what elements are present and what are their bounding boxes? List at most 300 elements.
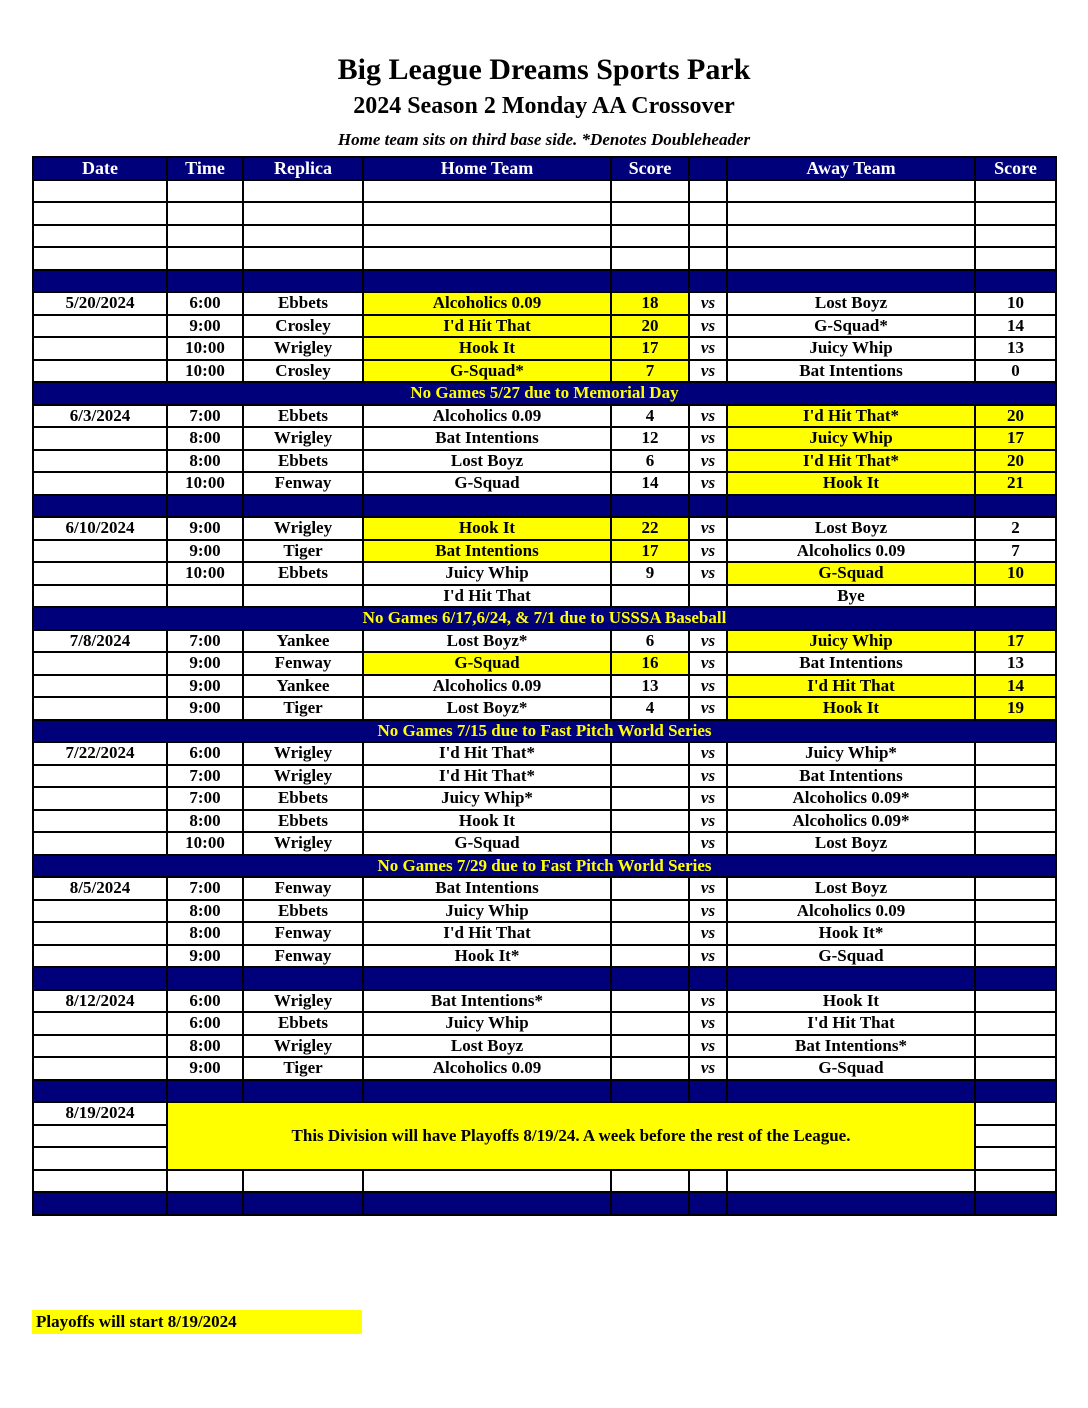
home-score: 16 xyxy=(611,652,689,675)
away-team: Juicy Whip xyxy=(727,630,975,653)
empty-cell xyxy=(363,202,611,225)
separator-cell xyxy=(975,495,1056,518)
game-field: Tiger xyxy=(243,697,363,720)
table-row xyxy=(33,360,1056,383)
vs-label: vs xyxy=(689,1057,727,1080)
away-score: 20 xyxy=(975,405,1056,428)
game-time: 8:00 xyxy=(167,810,243,833)
empty-cell xyxy=(167,180,243,203)
home-team: Lost Boyz* xyxy=(363,697,611,720)
away-team: Juicy Whip xyxy=(727,337,975,360)
home-score: 7 xyxy=(611,360,689,383)
away-team: Bye xyxy=(727,585,975,608)
home-score: 12 xyxy=(611,427,689,450)
home-team: Bat Intentions xyxy=(363,540,611,563)
away-team: Hook It xyxy=(727,990,975,1013)
table-row xyxy=(33,990,1056,1013)
game-date xyxy=(33,540,167,563)
home-score: 22 xyxy=(611,517,689,540)
away-score: 13 xyxy=(975,337,1056,360)
home-score: 14 xyxy=(611,472,689,495)
vs-label: vs xyxy=(689,652,727,675)
empty-cell xyxy=(167,1170,243,1193)
vs-label: vs xyxy=(689,540,727,563)
vs-label: vs xyxy=(689,405,727,428)
vs-label: vs xyxy=(689,877,727,900)
game-field: Ebbets xyxy=(243,787,363,810)
game-time: 9:00 xyxy=(167,1057,243,1080)
table-row xyxy=(33,315,1056,338)
game-time: 8:00 xyxy=(167,900,243,923)
home-team: Lost Boyz xyxy=(363,450,611,473)
game-time: 7:00 xyxy=(167,405,243,428)
separator-cell xyxy=(689,967,727,990)
home-score xyxy=(611,787,689,810)
home-team: G-Squad xyxy=(363,832,611,855)
table-row xyxy=(33,787,1056,810)
home-score xyxy=(611,742,689,765)
away-score: 17 xyxy=(975,630,1056,653)
empty-cell xyxy=(363,180,611,203)
game-field: Ebbets xyxy=(243,562,363,585)
game-date xyxy=(33,675,167,698)
table-row xyxy=(33,922,1056,945)
separator-cell xyxy=(975,1080,1056,1103)
home-score: 17 xyxy=(611,337,689,360)
home-score: 4 xyxy=(611,405,689,428)
game-date: 8/12/2024 xyxy=(33,990,167,1013)
away-team: I'd Hit That xyxy=(727,1012,975,1035)
game-field: Ebbets xyxy=(243,405,363,428)
separator-row xyxy=(33,1080,1056,1103)
away-score xyxy=(975,945,1056,968)
separator-cell xyxy=(243,270,363,293)
table-row xyxy=(33,337,1056,360)
vs-label: vs xyxy=(689,787,727,810)
away-score xyxy=(975,877,1056,900)
game-date xyxy=(33,810,167,833)
away-team: Bat Intentions xyxy=(727,360,975,383)
playoff-date: 8/19/2024 xyxy=(33,1102,167,1125)
game-date: 6/3/2024 xyxy=(33,405,167,428)
game-date xyxy=(33,1057,167,1080)
game-field: Crosley xyxy=(243,360,363,383)
separator-cell xyxy=(167,967,243,990)
away-score: 13 xyxy=(975,652,1056,675)
separator-row xyxy=(33,967,1056,990)
game-field: Wrigley xyxy=(243,337,363,360)
empty-cell xyxy=(727,247,975,270)
vs-label: vs xyxy=(689,315,727,338)
game-field: Wrigley xyxy=(243,990,363,1013)
notice-text: No Games 7/15 due to Fast Pitch World Series xyxy=(33,720,1056,743)
table-row xyxy=(33,630,1056,653)
game-date: 7/22/2024 xyxy=(33,742,167,765)
table-row xyxy=(33,675,1056,698)
empty-cell xyxy=(611,1170,689,1193)
game-time: 9:00 xyxy=(167,315,243,338)
empty-cell xyxy=(611,202,689,225)
home-team: Juicy Whip* xyxy=(363,787,611,810)
away-score xyxy=(975,742,1056,765)
separator-cell xyxy=(689,1080,727,1103)
vs-label: vs xyxy=(689,765,727,788)
empty-cell xyxy=(363,1170,611,1193)
separator-cell xyxy=(611,967,689,990)
blank-row xyxy=(33,202,1056,225)
schedule-body xyxy=(33,180,1056,1215)
away-score: 10 xyxy=(975,562,1056,585)
away-team: Lost Boyz xyxy=(727,292,975,315)
away-team: Alcoholics 0.09* xyxy=(727,810,975,833)
blank-row xyxy=(33,247,1056,270)
away-team: I'd Hit That xyxy=(727,675,975,698)
game-date xyxy=(33,765,167,788)
table-row xyxy=(33,810,1056,833)
vs-label: vs xyxy=(689,900,727,923)
home-score: 20 xyxy=(611,315,689,338)
header-home-score: Score xyxy=(611,157,689,180)
home-team: Alcoholics 0.09 xyxy=(363,292,611,315)
game-time: 6:00 xyxy=(167,742,243,765)
game-date xyxy=(33,450,167,473)
home-team: I'd Hit That xyxy=(363,922,611,945)
vs-label: vs xyxy=(689,292,727,315)
header-row xyxy=(33,157,1056,180)
empty-cell xyxy=(727,1170,975,1193)
playoff-date xyxy=(33,1147,167,1170)
game-date xyxy=(33,1035,167,1058)
away-team: I'd Hit That* xyxy=(727,450,975,473)
away-score xyxy=(975,990,1056,1013)
separator-cell xyxy=(33,1192,167,1215)
separator-cell xyxy=(363,1080,611,1103)
game-time: 9:00 xyxy=(167,675,243,698)
game-field: Ebbets xyxy=(243,292,363,315)
away-team: Alcoholics 0.09 xyxy=(727,900,975,923)
empty-cell xyxy=(975,1170,1056,1193)
game-time: 9:00 xyxy=(167,652,243,675)
empty-cell xyxy=(243,202,363,225)
empty-cell xyxy=(689,202,727,225)
separator-cell xyxy=(243,495,363,518)
empty-cell xyxy=(33,202,167,225)
page-note: Home team sits on third base side. *Denotes Doubleheader xyxy=(337,130,751,149)
home-score xyxy=(611,810,689,833)
home-team: G-Squad xyxy=(363,652,611,675)
game-time: 7:00 xyxy=(167,630,243,653)
away-team: Juicy Whip xyxy=(727,427,975,450)
vs-label: vs xyxy=(689,360,727,383)
game-field: Wrigley xyxy=(243,742,363,765)
header-home-team: Home Team xyxy=(363,157,611,180)
game-date xyxy=(33,900,167,923)
home-team: G-Squad* xyxy=(363,360,611,383)
separator-cell xyxy=(33,270,167,293)
game-date xyxy=(33,315,167,338)
home-team: Juicy Whip xyxy=(363,562,611,585)
home-score xyxy=(611,990,689,1013)
table-row xyxy=(33,765,1056,788)
vs-label xyxy=(689,585,727,608)
home-score: 18 xyxy=(611,292,689,315)
header-time: Time xyxy=(167,157,243,180)
table-row xyxy=(33,517,1056,540)
separator-cell xyxy=(33,967,167,990)
empty-cell xyxy=(689,180,727,203)
table-row xyxy=(33,562,1056,585)
empty-cell xyxy=(975,1102,1056,1125)
away-team: Juicy Whip* xyxy=(727,742,975,765)
playoff-row xyxy=(33,1102,1056,1125)
separator-cell xyxy=(167,1192,243,1215)
game-field: Yankee xyxy=(243,675,363,698)
separator-cell xyxy=(167,270,243,293)
separator-cell xyxy=(33,495,167,518)
vs-label: vs xyxy=(689,675,727,698)
vs-label: vs xyxy=(689,630,727,653)
notice-text: No Games 7/29 due to Fast Pitch World Series xyxy=(33,855,1056,878)
table-row xyxy=(33,832,1056,855)
vs-label: vs xyxy=(689,337,727,360)
separator-row xyxy=(33,270,1056,293)
away-team: G-Squad xyxy=(727,562,975,585)
game-date xyxy=(33,472,167,495)
away-score xyxy=(975,832,1056,855)
game-time: 8:00 xyxy=(167,450,243,473)
away-team: G-Squad xyxy=(727,945,975,968)
away-score xyxy=(975,1057,1056,1080)
away-score: 21 xyxy=(975,472,1056,495)
empty-cell xyxy=(727,202,975,225)
game-field: Wrigley xyxy=(243,427,363,450)
blank-row xyxy=(33,225,1056,248)
header-vs xyxy=(689,157,727,180)
away-score xyxy=(975,900,1056,923)
home-team: Lost Boyz* xyxy=(363,630,611,653)
separator-cell xyxy=(689,1192,727,1215)
notice-row xyxy=(33,720,1056,743)
vs-label: vs xyxy=(689,922,727,945)
game-time: 10:00 xyxy=(167,360,243,383)
home-score xyxy=(611,832,689,855)
empty-cell xyxy=(975,247,1056,270)
away-team: Lost Boyz xyxy=(727,517,975,540)
empty-cell xyxy=(363,225,611,248)
vs-label: vs xyxy=(689,832,727,855)
separator-cell xyxy=(167,1080,243,1103)
away-score: 19 xyxy=(975,697,1056,720)
notice-row xyxy=(33,607,1056,630)
empty-cell xyxy=(611,247,689,270)
game-date xyxy=(33,787,167,810)
empty-cell xyxy=(689,225,727,248)
home-score: 4 xyxy=(611,697,689,720)
table-row xyxy=(33,472,1056,495)
game-field: Wrigley xyxy=(243,1035,363,1058)
table-row xyxy=(33,900,1056,923)
empty-cell xyxy=(243,1170,363,1193)
game-field: Yankee xyxy=(243,630,363,653)
home-team: Alcoholics 0.09 xyxy=(363,1057,611,1080)
game-date: 6/10/2024 xyxy=(33,517,167,540)
table-row xyxy=(33,877,1056,900)
home-score xyxy=(611,922,689,945)
empty-cell xyxy=(243,180,363,203)
page-title: Big League Dreams Sports Park xyxy=(337,53,751,86)
table-row xyxy=(33,292,1056,315)
home-team: Juicy Whip xyxy=(363,900,611,923)
home-score: 13 xyxy=(611,675,689,698)
game-time: 8:00 xyxy=(167,427,243,450)
table-row xyxy=(33,427,1056,450)
separator-cell xyxy=(363,270,611,293)
home-score xyxy=(611,900,689,923)
away-score: 14 xyxy=(975,315,1056,338)
game-time: 6:00 xyxy=(167,990,243,1013)
empty-cell xyxy=(243,225,363,248)
away-score: 2 xyxy=(975,517,1056,540)
game-date: 5/20/2024 xyxy=(33,292,167,315)
vs-label: vs xyxy=(689,450,727,473)
home-score: 6 xyxy=(611,450,689,473)
notice-row xyxy=(33,382,1056,405)
separator-cell xyxy=(363,495,611,518)
notice-text: No Games 6/17,6/24, & 7/1 due to USSSA Baseball xyxy=(33,607,1056,630)
vs-label: vs xyxy=(689,1012,727,1035)
separator-cell xyxy=(975,270,1056,293)
game-time: 6:00 xyxy=(167,1012,243,1035)
empty-cell xyxy=(33,225,167,248)
home-score xyxy=(611,585,689,608)
game-field: Ebbets xyxy=(243,900,363,923)
separator-cell xyxy=(689,270,727,293)
vs-label: vs xyxy=(689,945,727,968)
game-field: Ebbets xyxy=(243,810,363,833)
game-date xyxy=(33,585,167,608)
separator-row xyxy=(33,495,1056,518)
away-score: 10 xyxy=(975,292,1056,315)
game-date xyxy=(33,697,167,720)
game-time: 10:00 xyxy=(167,832,243,855)
away-team: Hook It xyxy=(727,472,975,495)
game-time xyxy=(167,585,243,608)
header-date: Date xyxy=(33,157,167,180)
game-date xyxy=(33,922,167,945)
home-score: 17 xyxy=(611,540,689,563)
home-team: Lost Boyz xyxy=(363,1035,611,1058)
home-team: I'd Hit That* xyxy=(363,742,611,765)
home-team: I'd Hit That xyxy=(363,315,611,338)
home-team: Bat Intentions* xyxy=(363,990,611,1013)
home-score xyxy=(611,945,689,968)
away-team: Lost Boyz xyxy=(727,832,975,855)
away-team: Bat Intentions* xyxy=(727,1035,975,1058)
separator-cell xyxy=(611,1192,689,1215)
game-field: Wrigley xyxy=(243,517,363,540)
separator-cell xyxy=(611,495,689,518)
game-time: 7:00 xyxy=(167,765,243,788)
home-team: Juicy Whip xyxy=(363,1012,611,1035)
game-date xyxy=(33,832,167,855)
header-away-team: Away Team xyxy=(727,157,975,180)
home-score: 9 xyxy=(611,562,689,585)
table-row xyxy=(33,540,1056,563)
away-team: Alcoholics 0.09* xyxy=(727,787,975,810)
vs-label: vs xyxy=(689,810,727,833)
empty-cell xyxy=(975,180,1056,203)
empty-cell xyxy=(33,247,167,270)
home-score: 6 xyxy=(611,630,689,653)
away-team: Hook It xyxy=(727,697,975,720)
empty-cell xyxy=(727,180,975,203)
away-score xyxy=(975,787,1056,810)
empty-cell xyxy=(167,225,243,248)
notice-row xyxy=(33,855,1056,878)
away-score: 14 xyxy=(975,675,1056,698)
home-team: Alcoholics 0.09 xyxy=(363,675,611,698)
away-team: G-Squad xyxy=(727,1057,975,1080)
home-team: Bat Intentions xyxy=(363,877,611,900)
header-away-score: Score xyxy=(975,157,1056,180)
game-date xyxy=(33,945,167,968)
separator-cell xyxy=(727,270,975,293)
away-team: I'd Hit That* xyxy=(727,405,975,428)
separator-cell xyxy=(611,1080,689,1103)
table-row xyxy=(33,945,1056,968)
game-time: 10:00 xyxy=(167,562,243,585)
game-date xyxy=(33,360,167,383)
game-date xyxy=(33,1012,167,1035)
separator-cell xyxy=(243,1192,363,1215)
away-score: 20 xyxy=(975,450,1056,473)
game-field: Fenway xyxy=(243,945,363,968)
empty-cell xyxy=(33,1170,167,1193)
game-field: Crosley xyxy=(243,315,363,338)
away-score xyxy=(975,585,1056,608)
separator-cell xyxy=(611,270,689,293)
game-field: Ebbets xyxy=(243,450,363,473)
away-team: Lost Boyz xyxy=(727,877,975,900)
home-team: I'd Hit That* xyxy=(363,765,611,788)
table-row xyxy=(33,697,1056,720)
table-row xyxy=(33,742,1056,765)
game-field: Ebbets xyxy=(243,1012,363,1035)
game-date: 7/8/2024 xyxy=(33,630,167,653)
game-field: Wrigley xyxy=(243,765,363,788)
playoffs-footer: Playoffs will start 8/19/2024 xyxy=(32,1310,362,1334)
separator-cell xyxy=(727,967,975,990)
game-field: Tiger xyxy=(243,540,363,563)
empty-cell xyxy=(689,1170,727,1193)
separator-cell xyxy=(727,1192,975,1215)
separator-cell xyxy=(33,1080,167,1103)
empty-cell xyxy=(727,225,975,248)
away-team: Bat Intentions xyxy=(727,765,975,788)
away-score xyxy=(975,810,1056,833)
away-team: Hook It* xyxy=(727,922,975,945)
game-date: 8/5/2024 xyxy=(33,877,167,900)
notice-text: No Games 5/27 due to Memorial Day xyxy=(33,382,1056,405)
vs-label: vs xyxy=(689,562,727,585)
home-score xyxy=(611,1035,689,1058)
vs-label: vs xyxy=(689,517,727,540)
home-team: G-Squad xyxy=(363,472,611,495)
game-time: 7:00 xyxy=(167,877,243,900)
separator-cell xyxy=(689,495,727,518)
vs-label: vs xyxy=(689,990,727,1013)
separator-row xyxy=(33,1192,1056,1215)
